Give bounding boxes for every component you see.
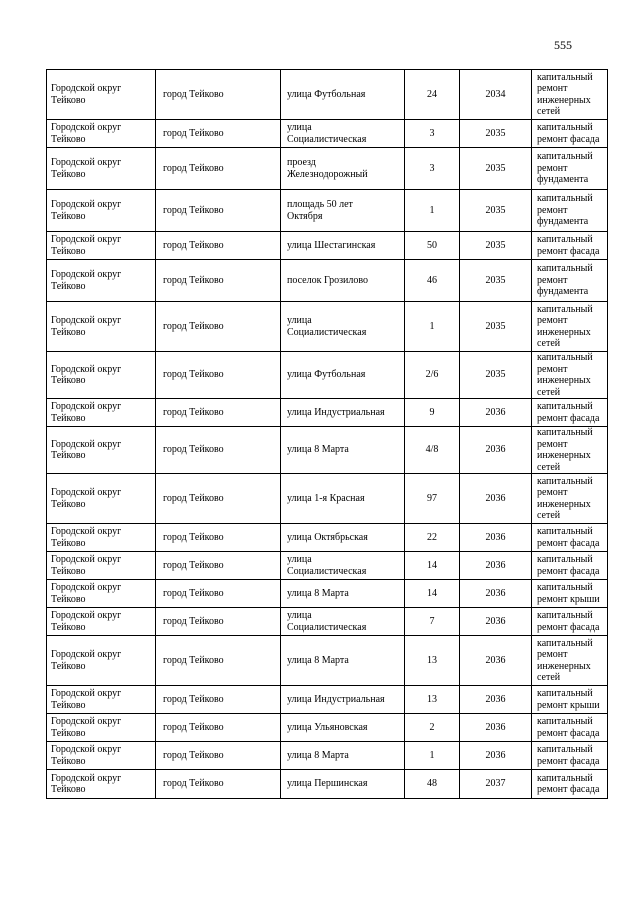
house-number-cell-text: 97 bbox=[427, 492, 437, 504]
city-cell bbox=[156, 770, 281, 799]
year-cell bbox=[460, 120, 532, 148]
street-cell bbox=[281, 260, 405, 302]
street-cell-text: улица 8 Марта bbox=[287, 444, 349, 456]
city-cell-text: город Тейково bbox=[163, 239, 224, 251]
work-type-cell-text: капитальный ремонт фасада bbox=[537, 234, 600, 257]
district-cell bbox=[47, 474, 156, 524]
work-type-cell bbox=[532, 427, 608, 474]
house-number-cell bbox=[405, 714, 460, 742]
work-type-cell-text: капитальный ремонт инженерных сетей bbox=[537, 303, 593, 349]
year-cell bbox=[460, 474, 532, 524]
house-number-cell bbox=[405, 70, 460, 120]
house-number-cell-text: 9 bbox=[429, 406, 435, 418]
year-cell bbox=[460, 742, 532, 770]
city-cell bbox=[156, 474, 281, 524]
house-number-cell-text: 7 bbox=[429, 615, 435, 627]
district-cell-text: Городской округ Тейково bbox=[51, 315, 122, 338]
work-type-cell bbox=[532, 636, 608, 686]
city-cell-text: город Тейково bbox=[163, 444, 224, 456]
street-cell bbox=[281, 580, 405, 608]
table-row bbox=[47, 399, 608, 427]
district-cell bbox=[47, 232, 156, 260]
district-cell bbox=[47, 302, 156, 352]
street-cell-text: площадь 50 лет Октября bbox=[287, 199, 353, 222]
year-cell-text: 2035 bbox=[485, 162, 506, 174]
street-cell bbox=[281, 770, 405, 799]
work-type-cell bbox=[532, 120, 608, 148]
year-cell-text: 2035 bbox=[485, 369, 506, 381]
year-cell-text: 2036 bbox=[485, 559, 506, 571]
district-cell-text: Городской округ Тейково bbox=[51, 401, 122, 424]
street-cell-text: улица 8 Марта bbox=[287, 587, 349, 599]
house-number-cell-text: 24 bbox=[427, 88, 437, 100]
year-cell bbox=[460, 427, 532, 474]
year-cell bbox=[460, 552, 532, 580]
house-number-cell-text: 46 bbox=[427, 274, 437, 286]
district-cell bbox=[47, 552, 156, 580]
table-row bbox=[47, 474, 608, 524]
work-type-cell bbox=[532, 352, 608, 399]
street-cell bbox=[281, 70, 405, 120]
year-cell-text: 2035 bbox=[485, 204, 506, 216]
table-body bbox=[47, 70, 608, 799]
house-number-cell-text: 14 bbox=[427, 587, 437, 599]
house-number-cell bbox=[405, 190, 460, 232]
city-cell-text: город Тейково bbox=[163, 778, 224, 790]
street-cell bbox=[281, 399, 405, 427]
district-cell-text: Городской округ Тейково bbox=[51, 744, 122, 767]
district-cell bbox=[47, 608, 156, 636]
work-type-cell-text: капитальный ремонт инженерных сетей bbox=[537, 71, 593, 117]
city-cell bbox=[156, 427, 281, 474]
work-type-cell bbox=[532, 770, 608, 799]
year-cell-text: 2036 bbox=[485, 749, 506, 761]
street-cell-text: улица Першинская bbox=[287, 778, 368, 790]
work-type-cell-text: капитальный ремонт инженерных сетей bbox=[537, 352, 593, 398]
year-cell-text: 2036 bbox=[485, 615, 506, 627]
work-type-cell-text: капитальный ремонт крыши bbox=[537, 582, 600, 605]
city-cell-text: город Тейково bbox=[163, 204, 224, 216]
house-number-cell-text: 2 bbox=[429, 721, 435, 733]
city-cell-text: город Тейково bbox=[163, 406, 224, 418]
table-row bbox=[47, 770, 608, 799]
house-number-cell-text: 13 bbox=[427, 693, 437, 705]
table-row bbox=[47, 148, 608, 190]
district-cell bbox=[47, 636, 156, 686]
year-cell bbox=[460, 524, 532, 552]
city-cell-text: город Тейково bbox=[163, 693, 224, 705]
street-cell-text: улица Социалистическая bbox=[287, 554, 367, 577]
district-cell-text: Городской округ Тейково bbox=[51, 610, 122, 633]
year-cell bbox=[460, 232, 532, 260]
house-number-cell-text: 1 bbox=[429, 320, 435, 332]
city-cell bbox=[156, 580, 281, 608]
district-cell-text: Городской округ Тейково bbox=[51, 526, 122, 549]
city-cell bbox=[156, 686, 281, 714]
page-number: 555 bbox=[554, 38, 572, 52]
house-number-cell bbox=[405, 770, 460, 799]
house-number-cell-text: 1 bbox=[429, 749, 435, 761]
city-cell-text: город Тейково bbox=[163, 127, 224, 139]
street-cell bbox=[281, 714, 405, 742]
street-cell bbox=[281, 302, 405, 352]
street-cell bbox=[281, 148, 405, 190]
work-type-cell bbox=[532, 190, 608, 232]
year-cell-text: 2035 bbox=[485, 274, 506, 286]
house-number-cell bbox=[405, 427, 460, 474]
street-cell-text: улица Ульяновская bbox=[287, 721, 368, 733]
table-row bbox=[47, 524, 608, 552]
city-cell-text: город Тейково bbox=[163, 749, 224, 761]
year-cell bbox=[460, 352, 532, 399]
table-row bbox=[47, 190, 608, 232]
district-cell bbox=[47, 190, 156, 232]
house-number-cell-text: 13 bbox=[427, 654, 437, 666]
district-cell-text: Городской округ Тейково bbox=[51, 363, 122, 386]
year-cell-text: 2036 bbox=[485, 654, 506, 666]
street-cell-text: улица Индустриальная bbox=[287, 406, 385, 418]
house-number-cell bbox=[405, 232, 460, 260]
house-number-cell bbox=[405, 474, 460, 524]
year-cell-text: 2035 bbox=[485, 239, 506, 251]
city-cell-text: город Тейково bbox=[163, 721, 224, 733]
year-cell-text: 2035 bbox=[485, 320, 506, 332]
year-cell bbox=[460, 148, 532, 190]
city-cell bbox=[156, 714, 281, 742]
work-type-cell bbox=[532, 552, 608, 580]
district-cell bbox=[47, 120, 156, 148]
table-row bbox=[47, 352, 608, 399]
city-cell bbox=[156, 399, 281, 427]
house-number-cell-text: 22 bbox=[427, 531, 437, 543]
district-cell bbox=[47, 399, 156, 427]
district-cell bbox=[47, 580, 156, 608]
street-cell-text: проезд Железнодорожный bbox=[287, 157, 368, 180]
city-cell bbox=[156, 742, 281, 770]
year-cell-text: 2036 bbox=[485, 492, 506, 504]
house-number-cell bbox=[405, 302, 460, 352]
work-type-cell-text: капитальный ремонт инженерных сетей bbox=[537, 637, 593, 683]
work-type-cell bbox=[532, 742, 608, 770]
street-cell-text: улица Социалистическая bbox=[287, 610, 367, 633]
table-row bbox=[47, 70, 608, 120]
work-type-cell bbox=[532, 686, 608, 714]
district-cell-text: Городской округ Тейково bbox=[51, 199, 122, 222]
house-number-cell-text: 50 bbox=[427, 239, 437, 251]
table-row bbox=[47, 427, 608, 474]
work-type-cell bbox=[532, 260, 608, 302]
work-type-cell bbox=[532, 399, 608, 427]
work-type-cell-text: капитальный ремонт фасада bbox=[537, 610, 600, 633]
work-type-cell bbox=[532, 474, 608, 524]
house-number-cell bbox=[405, 636, 460, 686]
street-cell bbox=[281, 686, 405, 714]
district-cell-text: Городской округ Тейково bbox=[51, 649, 122, 672]
city-cell-text: город Тейково bbox=[163, 88, 224, 100]
city-cell bbox=[156, 70, 281, 120]
work-type-cell-text: капитальный ремонт инженерных сетей bbox=[537, 427, 593, 473]
district-cell bbox=[47, 70, 156, 120]
city-cell-text: город Тейково bbox=[163, 587, 224, 599]
year-cell bbox=[460, 714, 532, 742]
district-cell bbox=[47, 770, 156, 799]
city-cell-text: город Тейково bbox=[163, 615, 224, 627]
work-type-cell-text: капитальный ремонт фундамента bbox=[537, 193, 593, 228]
city-cell bbox=[156, 260, 281, 302]
work-type-cell bbox=[532, 232, 608, 260]
work-type-cell-text: капитальный ремонт инженерных сетей bbox=[537, 475, 593, 521]
district-cell bbox=[47, 714, 156, 742]
work-type-cell bbox=[532, 714, 608, 742]
city-cell bbox=[156, 190, 281, 232]
house-number-cell-text: 48 bbox=[427, 778, 437, 790]
street-cell bbox=[281, 190, 405, 232]
street-cell bbox=[281, 524, 405, 552]
district-cell bbox=[47, 148, 156, 190]
street-cell-text: улица 8 Марта bbox=[287, 654, 349, 666]
district-cell bbox=[47, 260, 156, 302]
city-cell bbox=[156, 232, 281, 260]
year-cell-text: 2036 bbox=[485, 531, 506, 543]
house-number-cell bbox=[405, 686, 460, 714]
city-cell-text: город Тейково bbox=[163, 559, 224, 571]
city-cell-text: город Тейково bbox=[163, 320, 224, 332]
street-cell-text: улица 8 Марта bbox=[287, 749, 349, 761]
year-cell bbox=[460, 399, 532, 427]
street-cell-text: улица Футбольная bbox=[287, 369, 366, 381]
district-cell bbox=[47, 352, 156, 399]
house-number-cell-text: 4/8 bbox=[425, 444, 439, 456]
district-cell-text: Городской округ Тейково bbox=[51, 772, 122, 795]
year-cell-text: 2036 bbox=[485, 587, 506, 599]
table-row bbox=[47, 608, 608, 636]
district-cell-text: Городской округ Тейково bbox=[51, 688, 122, 711]
table-row bbox=[47, 714, 608, 742]
city-cell bbox=[156, 302, 281, 352]
table-row bbox=[47, 552, 608, 580]
district-cell bbox=[47, 427, 156, 474]
work-type-cell-text: капитальный ремонт крыши bbox=[537, 688, 600, 711]
table-row bbox=[47, 636, 608, 686]
city-cell bbox=[156, 524, 281, 552]
work-type-cell bbox=[532, 524, 608, 552]
street-cell-text: поселок Грозилово bbox=[287, 274, 369, 286]
year-cell-text: 2036 bbox=[485, 444, 506, 456]
work-type-cell-text: капитальный ремонт фасада bbox=[537, 554, 600, 577]
house-number-cell-text: 14 bbox=[427, 559, 437, 571]
house-number-cell bbox=[405, 120, 460, 148]
city-cell-text: город Тейково bbox=[163, 162, 224, 174]
house-number-cell bbox=[405, 742, 460, 770]
house-number-cell-text: 3 bbox=[429, 162, 435, 174]
table-row bbox=[47, 686, 608, 714]
street-cell bbox=[281, 427, 405, 474]
city-cell-text: город Тейково bbox=[163, 531, 224, 543]
year-cell-text: 2036 bbox=[485, 721, 506, 733]
year-cell-text: 2035 bbox=[485, 127, 506, 139]
table-row bbox=[47, 580, 608, 608]
district-cell-text: Городской округ Тейково bbox=[51, 487, 122, 510]
street-cell-text: улица Социалистическая bbox=[287, 315, 367, 338]
house-number-cell-text: 3 bbox=[429, 127, 435, 139]
house-number-cell bbox=[405, 352, 460, 399]
street-cell-text: улица Октябрьская bbox=[287, 531, 368, 543]
city-cell bbox=[156, 552, 281, 580]
table-row bbox=[47, 232, 608, 260]
work-type-cell-text: капитальный ремонт фундамента bbox=[537, 151, 593, 186]
work-type-cell bbox=[532, 608, 608, 636]
work-type-cell-text: капитальный ремонт фасада bbox=[537, 526, 600, 549]
city-cell bbox=[156, 352, 281, 399]
house-number-cell bbox=[405, 148, 460, 190]
house-number-cell bbox=[405, 399, 460, 427]
street-cell-text: улица Социалистическая bbox=[287, 122, 367, 145]
work-type-cell bbox=[532, 148, 608, 190]
year-cell bbox=[460, 190, 532, 232]
table-row bbox=[47, 742, 608, 770]
work-type-cell-text: капитальный ремонт фундамента bbox=[537, 263, 593, 298]
work-type-cell-text: капитальный ремонт фасада bbox=[537, 401, 600, 424]
year-cell bbox=[460, 770, 532, 799]
year-cell bbox=[460, 686, 532, 714]
street-cell bbox=[281, 552, 405, 580]
street-cell bbox=[281, 636, 405, 686]
year-cell bbox=[460, 302, 532, 352]
district-cell-text: Городской округ Тейково bbox=[51, 438, 122, 461]
street-cell bbox=[281, 608, 405, 636]
district-cell-text: Городской округ Тейково bbox=[51, 716, 122, 739]
district-cell bbox=[47, 742, 156, 770]
city-cell-text: город Тейково bbox=[163, 369, 224, 381]
district-cell bbox=[47, 686, 156, 714]
year-cell-text: 2036 bbox=[485, 693, 506, 705]
city-cell bbox=[156, 636, 281, 686]
street-cell-text: улица Шестагинская bbox=[287, 239, 376, 251]
work-type-cell-text: капитальный ремонт фасада bbox=[537, 122, 600, 145]
house-number-cell bbox=[405, 552, 460, 580]
street-cell bbox=[281, 120, 405, 148]
city-cell-text: город Тейково bbox=[163, 274, 224, 286]
house-number-cell bbox=[405, 608, 460, 636]
street-cell bbox=[281, 742, 405, 770]
work-type-cell bbox=[532, 70, 608, 120]
city-cell-text: город Тейково bbox=[163, 492, 224, 504]
street-cell-text: улица Футбольная bbox=[287, 88, 366, 100]
district-cell-text: Городской округ Тейково bbox=[51, 157, 122, 180]
city-cell-text: город Тейково bbox=[163, 654, 224, 666]
district-cell-text: Городской округ Тейково bbox=[51, 554, 122, 577]
house-number-cell bbox=[405, 580, 460, 608]
year-cell-text: 2036 bbox=[485, 406, 506, 418]
street-cell bbox=[281, 474, 405, 524]
house-number-cell bbox=[405, 524, 460, 552]
year-cell bbox=[460, 636, 532, 686]
year-cell bbox=[460, 260, 532, 302]
street-cell bbox=[281, 352, 405, 399]
district-cell-text: Городской округ Тейково bbox=[51, 122, 122, 145]
year-cell bbox=[460, 580, 532, 608]
work-type-cell bbox=[532, 302, 608, 352]
table-row bbox=[47, 120, 608, 148]
city-cell bbox=[156, 120, 281, 148]
street-cell-text: улица 1-я Красная bbox=[287, 492, 365, 504]
district-cell-text: Городской округ Тейково bbox=[51, 83, 122, 106]
repair-schedule-table bbox=[46, 69, 608, 799]
district-cell-text: Городской округ Тейково bbox=[51, 269, 122, 292]
year-cell bbox=[460, 70, 532, 120]
work-type-cell-text: капитальный ремонт фасада bbox=[537, 772, 600, 795]
work-type-cell-text: капитальный ремонт фасада bbox=[537, 716, 600, 739]
year-cell-text: 2034 bbox=[485, 88, 506, 100]
work-type-cell bbox=[532, 580, 608, 608]
district-cell bbox=[47, 524, 156, 552]
house-number-cell bbox=[405, 260, 460, 302]
city-cell bbox=[156, 608, 281, 636]
district-cell-text: Городской округ Тейково bbox=[51, 234, 122, 257]
district-cell-text: Городской округ Тейково bbox=[51, 582, 122, 605]
work-type-cell-text: капитальный ремонт фасада bbox=[537, 744, 600, 767]
city-cell bbox=[156, 148, 281, 190]
table-row bbox=[47, 302, 608, 352]
street-cell-text: улица Индустриальная bbox=[287, 693, 385, 705]
table-row bbox=[47, 260, 608, 302]
year-cell bbox=[460, 608, 532, 636]
house-number-cell-text: 1 bbox=[429, 204, 435, 216]
house-number-cell-text: 2/6 bbox=[425, 369, 439, 381]
street-cell bbox=[281, 232, 405, 260]
year-cell-text: 2037 bbox=[485, 778, 506, 790]
